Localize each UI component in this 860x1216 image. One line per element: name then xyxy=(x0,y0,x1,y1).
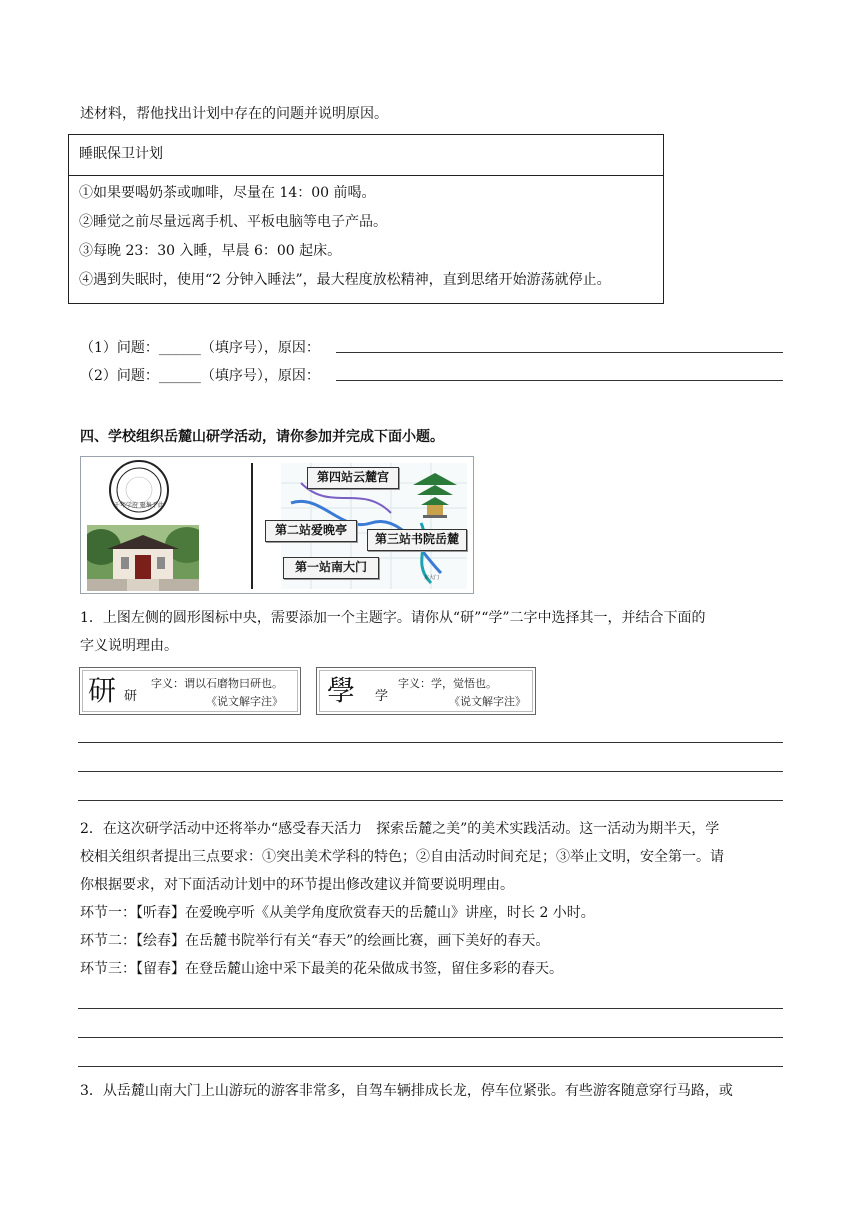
answer-1-num: （1）问题： xyxy=(80,340,159,356)
q2-line-2: 校相关组织者提出三点要求：①突出美术学科的特色；②自由活动时间充足；③举止文明，安全第一。请 xyxy=(80,849,724,865)
q2-line-1: 2．在这次研学活动中还将举办“感受春天活力 探索岳麓之美”的美术实践活动。这一活动为期半天，学 xyxy=(80,821,720,837)
char-xue: 学 xyxy=(375,689,389,704)
circular-seal-icon xyxy=(108,459,170,521)
q1-line-1: 1．上图左侧的圆形图标中央，需要添加一个主题字。请你从“研”“学”二字中选择其一，并结合下面的 xyxy=(80,610,706,626)
station-2-label: 第二站爱晚亭 xyxy=(265,520,357,542)
seal-char-xue: 學 xyxy=(327,674,356,707)
q2-line-3: 你根据要求，对下面活动计划中的环节提出修改建议并简要说明理由。 xyxy=(80,877,514,893)
answer-2-blank[interactable]: ______ xyxy=(158,368,201,384)
intro-text: 述材料，帮他找出计划中存在的问题并说明原因。 xyxy=(80,106,388,122)
source-xue: 《说文解字注》 xyxy=(449,695,526,708)
answer-2-mid: （填序号），原因： xyxy=(200,368,320,384)
sleep-plan-title: 睡眠保卫计划 xyxy=(79,146,163,162)
station-3-label: 第三站书院岳麓 xyxy=(367,529,467,551)
answer-row-2 xyxy=(80,366,320,386)
q2-answer-line-2[interactable] xyxy=(78,1037,783,1038)
yuelu-figure xyxy=(80,456,474,594)
plan-item-3: ③每晚 23：30 入睡，早晨 6：00 起床。 xyxy=(79,243,342,259)
q3-line-1: 3．从岳麓山南大门上山游玩的游客非常多，自驾车辆排成长龙，停车位紧张。有些游客随意穿行马路，或 xyxy=(80,1083,733,1099)
seal-char-yan: 研 xyxy=(88,674,117,707)
answer-1-reason-line[interactable] xyxy=(336,352,783,353)
q1-answer-line-1[interactable] xyxy=(78,742,783,743)
q2-answer-line-3[interactable] xyxy=(78,1066,783,1067)
map-gate-label: 东大门 xyxy=(424,575,440,581)
char-yan: 研 xyxy=(124,689,138,704)
station-4-label: 第四站云麓宫 xyxy=(307,467,399,489)
seal-text: 千年学府 聚集于此 xyxy=(114,502,164,509)
answer-row-1 xyxy=(80,338,320,358)
plan-item-2: ②睡觉之前尽量远离手机、平板电脑等电子产品。 xyxy=(79,214,387,230)
q1-answer-line-2[interactable] xyxy=(78,771,783,772)
section4-heading: 四、学校组织岳麓山研学活动，请你参加并完成下面小题。 xyxy=(80,429,444,445)
meaning-xue: 字义：学，觉悟也。 xyxy=(398,677,497,690)
answer-1-blank[interactable]: ______ xyxy=(158,340,201,356)
q2-step-3: 环节三：【留春】在登岳麓山途中采下最美的花朵做成书签，留住多彩的春天。 xyxy=(80,961,563,977)
def-box-xue xyxy=(316,667,536,715)
plan-item-4: ④遇到失眠时，使用“2 分钟入睡法”，最大程度放松精神，直到思绪开始游荡就停止。 xyxy=(79,272,611,288)
answer-1-mid: （填序号），原因： xyxy=(200,340,320,356)
meaning-yan: 字义：谓以石磨物曰研也。 xyxy=(151,677,283,690)
plan-item-1: ①如果要喝奶茶或咖啡，尽量在 14：00 前喝。 xyxy=(79,185,376,201)
sleep-plan-header xyxy=(69,135,663,176)
source-yan: 《说文解字注》 xyxy=(206,695,283,708)
academy-building-image xyxy=(87,525,199,591)
q2-answer-line-1[interactable] xyxy=(78,1008,783,1009)
answer-2-num: （2）问题： xyxy=(80,368,159,384)
station-1-label: 第一站南大门 xyxy=(283,557,379,579)
q1-line-2: 字义说明理由。 xyxy=(80,638,178,654)
sleep-plan-box xyxy=(68,134,664,304)
answer-2-reason-line[interactable] xyxy=(336,380,783,381)
q2-step-2: 环节二：【绘春】在岳麓书院举行有关“春天”的绘画比赛，画下美好的春天。 xyxy=(80,933,550,949)
q2-step-1: 环节一：【听春】在爱晚亭听《从美学角度欣赏春天的岳麓山》讲座，时长 2 小时。 xyxy=(80,905,595,921)
def-box-yan xyxy=(79,667,301,715)
figure-divider xyxy=(251,463,253,589)
q1-answer-line-3[interactable] xyxy=(78,800,783,801)
